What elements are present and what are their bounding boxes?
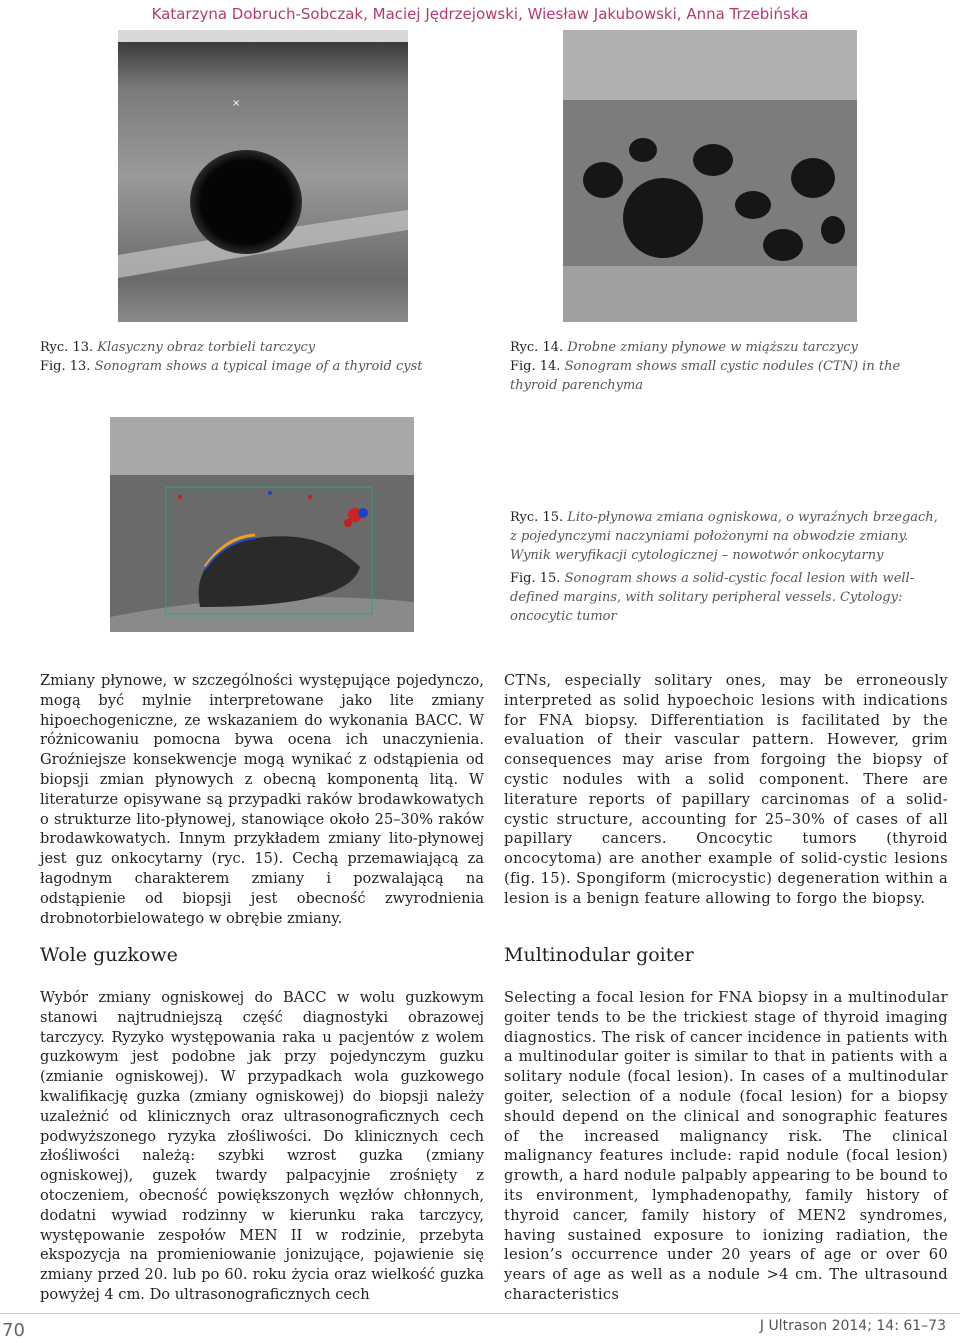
figure-15-image xyxy=(110,417,414,632)
svg-text:×: × xyxy=(232,98,241,109)
figure-14-image xyxy=(563,30,857,322)
figure-15-pl-text: Lito-płynowa zmiana ogniskowa, o wyraźnych brzegach, z pojedynczymi naczyniami położonymi na obwodzie zmiany. Wynik weryfikacji cytologicznej – nowotwór onkocytarny xyxy=(510,510,938,563)
section-heading-pl: Wole guzkowe xyxy=(40,944,178,966)
figure-13-pl-text: Klasyczny obraz torbieli tarczycy xyxy=(97,340,316,355)
figure-13-en-label: Fig. 13. xyxy=(40,359,91,374)
figure-14-pl-label: Ryc. 14. xyxy=(510,340,564,355)
figure-15-en-label: Fig. 15. xyxy=(510,571,561,586)
figure-14-pl-text: Drobne zmiany płynowe w miąższu tarczycy xyxy=(567,340,858,355)
body-en-paragraph-1: CTNs, especially solitary ones, may be erroneously interpreted as solid hypoechoic lesions with indications for FNA biopsy. Differentiation is facilitated by the evaluation of their vascular pattern. However, grim consequences may arise from forgoing the biopsy of cystic nodules with a solid component. There are literature reports of papillary carcinomas of a solid-cystic structure, accounting for 25–30% of cases of all papillary cancers. Oncocytic tumors (thyroid oncocytoma) are another example of solid-cystic lesions (fig. 15). Spongiform (microcystic) degeneration within a lesion is a benign feature allowing to forgo the biopsy. xyxy=(504,672,948,907)
page-number: 70 xyxy=(2,1320,25,1341)
figure-14-caption xyxy=(510,338,950,395)
journal-reference: J Ultrason 2014; 14: 61–73 xyxy=(759,1318,946,1334)
figure-15-caption xyxy=(510,508,946,626)
running-header: Katarzyna Dobruch-Sobczak, Maciej Jędrzejowski, Wiesław Jakubowski, Anna Trzebińska xyxy=(151,5,809,23)
figure-15-pl-label: Ryc. 15. xyxy=(510,510,564,525)
figure-14-en-label: Fig. 14. xyxy=(510,359,561,374)
body-pl-paragraph-1: Zmiany płynowe, w szczególności występujące pojedynczo, mogą być mylnie interpretowane jako lite zmiany hipoechogeniczne, ze wskazaniem do wykonania BACC. W różnicowaniu pomocna bywa ocena ich unaczynienia. Groźniejsze konsekwencje mogą wynikać z odstąpienia od biopsji zmian płynowych z obecną komponentą litą. W literaturze opisywane są przypadki raków brodawkowatych o strukturze lito-płynowej, stanowiące około 25–30% raków brodawkowatych. Innym przykładem zmiany lito-płynowej jest guz onkocytarny (ryc. 15). Cechą przemawiającą za łagodnym charakterem zmiany i pozwalającą na odstąpienie od biopsji jest obecność zwyrodnienia drobnotorbielowatego w obrębie zmiany. xyxy=(40,672,484,927)
figure-13-image xyxy=(118,30,408,322)
footer-rule xyxy=(0,1313,960,1314)
figure-15-en-text: Sonogram shows a solid-cystic focal lesion with well-defined margins, with solitary peripheral vessels. Cytology: oncocytic tumor xyxy=(510,571,915,624)
body-en-paragraph-2: Selecting a focal lesion for FNA biopsy in a multinodular goiter tends to be the trickiest stage of thyroid imaging diagnostics. The risk of cancer incidence in patients with a multinodular goiter is similar to that in patients with a solitary nodule (focal lesion). In cases of a multinodular goiter, selection of a nodule (focal lesion) for a biopsy should depend on the clinical and sonographic features of the increased malignancy risk. The clinical malignancy features include: rapid nodule (focal lesion) growth, a hard nodule palpably appearing to be bound to its environment, lymphadenopathy, family history of thyroid cancer, family history of MEN2 syndromes, having sustained exposure to ionizing radiation, the lesion’s occurrence under 20 years of age or over 60 years of age as well as a nodule >4 cm. The ultrasound characteristics xyxy=(504,989,948,1303)
body-pl-paragraph-2: Wybór zmiany ogniskowej do BACC w wolu guzkowym stanowi najtrudniejszą część diagnostyki obrazowej tarczycy. Ryzyko występowania raka u pacjentów z wolem guzkowym jest podobne jak przy pojedynczym guzku (zmianie ogniskowej). W przypadkach wola guzkowego kwalifikację guzka (zmiany ogniskowej) do biopsji należy uzależnić od klinicznych oraz ultrasonograficznych cech podwyższonego ryzyka złośliwości. Do klinicznych cech złośliwości należą: szybki wzrost guzka (zmiany ogniskowej), guzek twardy palpacyjnie zrośnięty z otoczeniem, obecność powiększonych węzłów chłonnych, dodatni wywiad rodzinny w kierunku raka tarczycy, występowanie zespołów MEN II w rodzinie, przebyta ekspozycja na promieniowanie jonizujące, pojawienie się zmiany przed 20. lub po 60. roku życia oraz wielkość guzka powyżej 4 cm. Do ultrasonograficznych cech xyxy=(40,989,484,1303)
figure-13-en-text: Sonogram shows a typical image of a thyroid cyst xyxy=(94,359,423,374)
figure-13-pl-label: Ryc. 13. xyxy=(40,340,94,355)
section-heading-en: Multinodular goiter xyxy=(504,944,694,966)
figure-13-caption xyxy=(40,338,460,376)
figure-14-en-text: Sonogram shows small cystic nodules (CTN) in the thyroid parenchyma xyxy=(510,359,901,393)
